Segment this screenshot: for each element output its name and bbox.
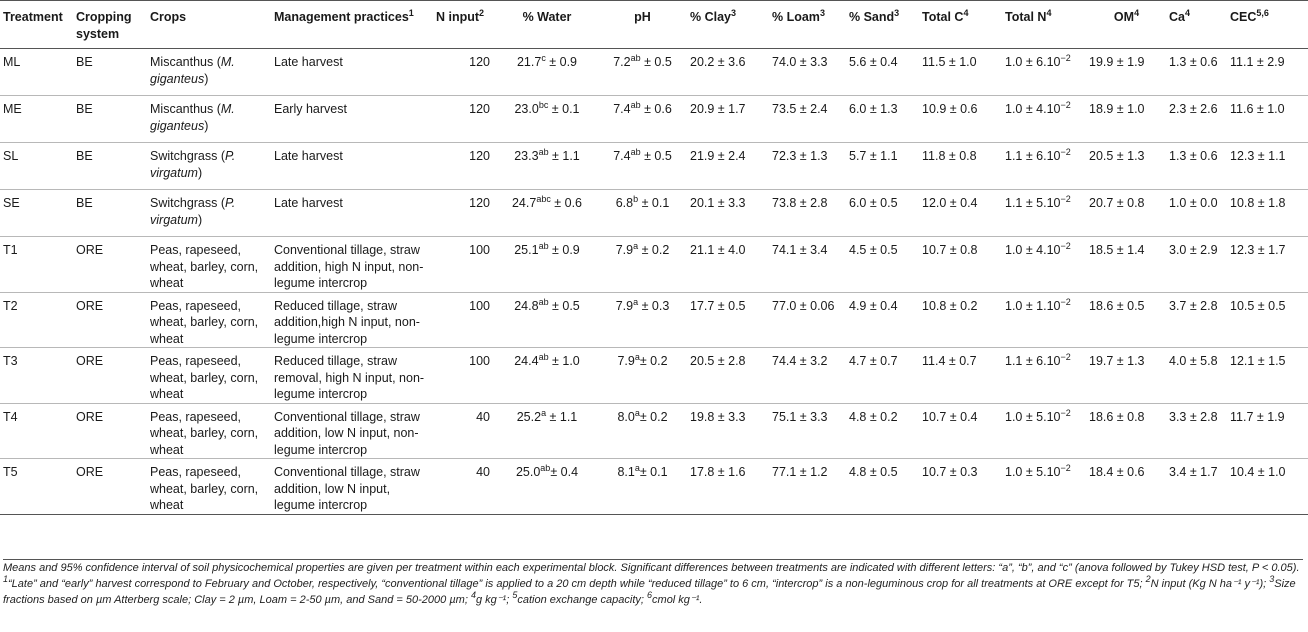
header-water: % Water	[496, 1, 597, 49]
table-row	[0, 49, 1308, 96]
total-n-exponent: −2	[1060, 463, 1071, 473]
ph-ci: ± 0.2	[638, 243, 670, 257]
cell-water	[496, 459, 597, 515]
cell-total-n	[1002, 348, 1086, 404]
cell-crops	[147, 403, 271, 459]
cell-total-n	[1002, 459, 1086, 515]
crops-text: Peas, rapeseed, wheat, barley, corn, wheat	[150, 465, 259, 512]
header-management: Management practices$^1$	[271, 1, 433, 49]
cell-n-input: 120	[433, 49, 496, 96]
cell-water	[496, 292, 597, 348]
water-mean: 25.0	[515, 465, 541, 479]
cell-n-input: 40	[433, 459, 496, 515]
total-n-value: 1.0 ± 5.10	[1005, 409, 1061, 424]
cell-crops	[147, 348, 271, 404]
total-n-exponent: −2	[1060, 241, 1071, 251]
cell-cropping-system: BE	[73, 143, 147, 190]
total-n-exponent: −2	[1060, 352, 1071, 362]
cell-clay: 20.1 ± 3.3	[687, 190, 769, 237]
water-ci: ± 1.1	[548, 149, 580, 163]
table-row	[0, 96, 1308, 143]
water-letter: ab	[538, 241, 549, 251]
header-ca: Ca$^4$	[1166, 1, 1227, 49]
cell-total-n	[1002, 237, 1086, 293]
crops-text: Switchgrass (	[150, 196, 226, 210]
water-mean: 21.7	[516, 55, 542, 69]
ph-ci: ± 0.5	[640, 55, 672, 69]
cell-treatment: SL	[0, 143, 73, 190]
ph-letter: a	[634, 352, 640, 362]
ph-letter: ab	[630, 147, 641, 157]
cell-water	[496, 403, 597, 459]
cell-management: Reduced tillage, straw removal, high N input, non-legume intercrop	[271, 348, 433, 404]
footnote-4: g kg⁻¹;	[475, 594, 510, 606]
cell-clay: 20.9 ± 1.7	[687, 96, 769, 143]
cell-total-c: 11.4 ± 0.7	[919, 348, 1002, 404]
total-n-exponent: −2	[1060, 296, 1071, 307]
table-row	[0, 459, 1308, 515]
total-n-value: 1.1 ± 5.10	[1005, 196, 1061, 210]
ph-mean: 7.2	[613, 55, 631, 69]
cell-cropping-system: ORE	[73, 292, 147, 348]
cell-ca: 3.0 ± 2.9	[1166, 237, 1227, 293]
crops-text: Peas, rapeseed, wheat, barley, corn, wheat	[150, 243, 259, 290]
ph-letter: ab	[630, 100, 641, 110]
footnote-2: N input (Kg N ha⁻¹ y⁻¹);	[1150, 578, 1267, 590]
cell-sand: 4.8 ± 0.5	[846, 459, 919, 515]
cell-ca: 3.3 ± 2.8	[1166, 403, 1227, 459]
table-footnotes: $^1$“Late” and “early” harvest correspond to February and October, respectively, “conventional tillage” is applied to a 20 cm depth while “reduced tillage” to 6 cm, “intercrop” is a non-leguminous crop for all treatments at ORE except for T5; $^2$N input (Kg N ha⁻¹ y⁻¹); $^3$Size fractions based on µm Atterberg scale; Clay = 2 µm, Loam = 2-50 µm, and Sand = 50-2000 µm; $^4$g kg⁻¹; $^5$cation exchange capacity; $^6$cmol kg⁻¹.	[3, 574, 1296, 606]
cell-crops	[147, 190, 271, 237]
header-row	[0, 1, 1308, 49]
cell-cropping-system: ORE	[73, 459, 147, 515]
ph-mean: 7.4	[613, 102, 631, 116]
cell-n-input: 100	[433, 292, 496, 348]
cell-ph	[597, 403, 687, 459]
cell-management: Conventional tillage, straw addition, high N input, non-legume intercrop	[271, 237, 433, 293]
cell-sand: 4.8 ± 0.2	[846, 403, 919, 459]
cell-crops	[147, 292, 271, 348]
crops-species: P. virgatum	[150, 196, 236, 227]
water-letter: ab	[538, 352, 549, 362]
table-note-means: Means and 95% confidence interval of soil physicochemical properties are given per treatment within each experimental block. Significant differences between treatments are indicated with different letters: “a”, “b”, and “c” (anova followed by Tukey HSD test, P < 0.05).	[3, 559, 1303, 576]
crops-text: Miscanthus (	[150, 55, 221, 69]
header-cropping-system: Cropping system	[73, 1, 147, 49]
crops-text: Peas, rapeseed, wheat, barley, corn, wheat	[150, 409, 259, 457]
footnote-6: cmol kg⁻¹.	[652, 594, 703, 606]
cell-management: Conventional tillage, straw addition, low N input, non-legume intercrop	[271, 403, 433, 459]
cell-n-input: 120	[433, 96, 496, 143]
cell-cec: 11.1 ± 2.9	[1227, 49, 1308, 96]
ph-mean: 7.4	[613, 149, 631, 163]
cell-ca: 2.3 ± 2.6	[1166, 96, 1227, 143]
cell-treatment: ML	[0, 49, 73, 96]
cell-total-n	[1002, 49, 1086, 96]
total-n-value: 1.1 ± 6.10	[1005, 354, 1061, 368]
cell-cropping-system: BE	[73, 96, 147, 143]
cell-water	[496, 49, 597, 96]
water-mean: 23.3	[514, 149, 539, 163]
header-om: $OM^4$	[1086, 1, 1166, 49]
cell-ph	[597, 49, 687, 96]
cell-clay: 20.5 ± 2.8	[687, 348, 769, 404]
cell-sand: 4.9 ± 0.4	[846, 292, 919, 348]
water-ci: ± 1.0	[548, 354, 580, 368]
crops-species: M. giganteus	[150, 102, 235, 133]
header-treatment: Treatment	[0, 1, 73, 49]
cell-crops	[147, 96, 271, 143]
ph-mean: 8.0	[617, 409, 635, 424]
cell-n-input: 120	[433, 190, 496, 237]
cell-sand: 5.7 ± 1.1	[846, 143, 919, 190]
cell-clay: 20.2 ± 3.6	[687, 49, 769, 96]
water-letter: ab	[538, 296, 549, 307]
ph-mean: 7.9	[617, 354, 635, 368]
ph-letter: a	[634, 463, 640, 473]
cell-cec: 10.8 ± 1.8	[1227, 190, 1308, 237]
cell-om: 20.7 ± 0.8	[1086, 190, 1166, 237]
cell-sand: 6.0 ± 0.5	[846, 190, 919, 237]
ph-mean: 8.1	[617, 465, 635, 479]
cell-loam: 73.8 ± 2.8	[769, 190, 846, 237]
cell-loam: 75.1 ± 3.3	[769, 403, 846, 459]
total-n-value: 1.0 ± 5.10	[1005, 465, 1061, 479]
crops-text: Miscanthus (	[150, 102, 221, 116]
water-letter: abc	[536, 194, 551, 204]
ph-mean: 7.9	[615, 243, 634, 257]
cell-total-c: 10.9 ± 0.6	[919, 96, 1002, 143]
water-ci: ± 0.9	[548, 243, 580, 257]
cell-total-c: 11.5 ± 1.0	[919, 49, 1002, 96]
cell-treatment: T5	[0, 459, 73, 515]
cell-total-n	[1002, 96, 1086, 143]
cell-loam: 74.0 ± 3.3	[769, 49, 846, 96]
table-notes	[3, 559, 1303, 608]
cell-clay: 21.9 ± 2.4	[687, 143, 769, 190]
water-ci: ± 0.5	[548, 298, 580, 313]
ph-letter: a	[633, 241, 639, 251]
ph-ci: ± 0.6	[640, 102, 672, 116]
water-letter: bc	[538, 100, 549, 110]
total-n-exponent: −2	[1060, 407, 1071, 418]
cell-ph	[597, 348, 687, 404]
footnote-3: Size fractions based on µm Atterberg scale; Clay = 2 µm, Loam = 2-50 µm, and Sand = 50-2000 µm;	[3, 578, 1296, 606]
cell-crops	[147, 49, 271, 96]
table-row	[0, 348, 1308, 404]
cell-treatment: T3	[0, 348, 73, 404]
cell-ca: 3.7 ± 2.8	[1166, 292, 1227, 348]
cell-ph	[597, 143, 687, 190]
cell-clay: 21.1 ± 4.0	[687, 237, 769, 293]
water-mean: 24.7	[511, 196, 537, 210]
cell-ca: 1.3 ± 0.6	[1166, 49, 1227, 96]
cell-loam: 77.1 ± 1.2	[769, 459, 846, 515]
cell-cropping-system: BE	[73, 49, 147, 96]
cell-cec: 11.6 ± 1.0	[1227, 96, 1308, 143]
cell-ph	[597, 459, 687, 515]
cell-loam: 74.1 ± 3.4	[769, 237, 846, 293]
cell-total-c: 10.7 ± 0.8	[919, 237, 1002, 293]
cell-cec: 10.4 ± 1.0	[1227, 459, 1308, 515]
water-mean: 25.1	[514, 243, 539, 257]
cell-n-input: 120	[433, 143, 496, 190]
header-crops: Crops	[147, 1, 271, 49]
cell-water	[496, 237, 597, 293]
cell-om: 19.9 ± 1.9	[1086, 49, 1166, 96]
header-sand: % Sand$^3$	[846, 1, 919, 49]
ph-ci: ± 0.2	[639, 354, 668, 368]
water-ci: ± 0.1	[548, 102, 580, 116]
cell-ph	[597, 190, 687, 237]
total-n-value: 1.0 ± 1.10	[1005, 298, 1061, 313]
total-n-value: 1.1 ± 6.10	[1005, 149, 1061, 163]
ph-mean: 6.8	[615, 196, 634, 210]
cell-ph	[597, 292, 687, 348]
cell-clay: 17.7 ± 0.5	[687, 292, 769, 348]
cell-ca: 1.0 ± 0.0	[1166, 190, 1227, 237]
cell-clay: 17.8 ± 1.6	[687, 459, 769, 515]
cell-sand: 6.0 ± 1.3	[846, 96, 919, 143]
cell-total-n	[1002, 292, 1086, 348]
cell-treatment: T1	[0, 237, 73, 293]
total-n-exponent: −2	[1060, 147, 1071, 157]
crops-species: P. virgatum	[150, 149, 236, 180]
cell-n-input: 40	[433, 403, 496, 459]
cell-water	[496, 348, 597, 404]
cell-total-c: 12.0 ± 0.4	[919, 190, 1002, 237]
ph-ci: ± 0.5	[640, 149, 672, 163]
crops-text-end: )	[197, 212, 203, 227]
water-letter: ab	[540, 463, 551, 473]
cell-ca: 3.4 ± 1.7	[1166, 459, 1227, 515]
cell-total-c: 11.8 ± 0.8	[919, 143, 1002, 190]
cell-sand: 5.6 ± 0.4	[846, 49, 919, 96]
water-ci: ± 0.9	[545, 55, 578, 69]
cell-total-c: 10.8 ± 0.2	[919, 292, 1002, 348]
water-mean: 23.0	[514, 102, 539, 116]
header-ph: pH	[597, 1, 687, 49]
table-row	[0, 292, 1308, 348]
ph-ci: ± 0.1	[638, 196, 670, 210]
cell-cropping-system: ORE	[73, 403, 147, 459]
total-n-value: 1.0 ± 4.10	[1005, 243, 1061, 257]
cell-n-input: 100	[433, 237, 496, 293]
cell-ph	[597, 237, 687, 293]
water-letter: a	[541, 407, 547, 418]
cell-sand: 4.7 ± 0.7	[846, 348, 919, 404]
cell-cec: 12.3 ± 1.7	[1227, 237, 1308, 293]
crops-text-end: )	[204, 118, 209, 133]
cell-total-n	[1002, 190, 1086, 237]
crops-species: M. giganteus	[150, 55, 235, 86]
water-letter: ab	[538, 147, 549, 157]
cell-cropping-system: ORE	[73, 237, 147, 293]
ph-mean: 7.9	[615, 298, 634, 313]
cell-loam: 74.4 ± 3.2	[769, 348, 846, 404]
cell-water	[496, 190, 597, 237]
ph-ci: ± 0.3	[638, 298, 670, 313]
cell-ca: 1.3 ± 0.6	[1166, 143, 1227, 190]
cell-om: 20.5 ± 1.3	[1086, 143, 1166, 190]
cell-treatment: T2	[0, 292, 73, 348]
cell-management: Late harvest	[271, 190, 433, 237]
cell-total-n	[1002, 143, 1086, 190]
cell-management: Late harvest	[271, 49, 433, 96]
total-n-exponent: −2	[1060, 194, 1071, 204]
cell-ca: 4.0 ± 5.8	[1166, 348, 1227, 404]
header-total-n: Total $N^4$	[1002, 1, 1086, 49]
ph-letter: b	[633, 194, 639, 204]
water-letter: c	[541, 53, 546, 63]
cell-crops	[147, 143, 271, 190]
cell-cec: 11.7 ± 1.9	[1227, 403, 1308, 459]
total-n-value: 1.0 ± 4.10	[1005, 102, 1061, 116]
ph-letter: a	[633, 296, 639, 307]
cell-om: 19.7 ± 1.3	[1086, 348, 1166, 404]
total-n-exponent: −2	[1060, 100, 1071, 110]
table-row	[0, 237, 1308, 293]
cell-cec: 12.1 ± 1.5	[1227, 348, 1308, 404]
crops-text: Peas, rapeseed, wheat, barley, corn, wheat	[150, 298, 259, 346]
table-row	[0, 190, 1308, 237]
cell-om: 18.9 ± 1.0	[1086, 96, 1166, 143]
cell-n-input: 100	[433, 348, 496, 404]
ph-letter: a	[634, 407, 640, 418]
crops-text-end: )	[204, 71, 209, 86]
cell-treatment: SE	[0, 190, 73, 237]
cell-om: 18.6 ± 0.5	[1086, 292, 1166, 348]
water-mean: 25.2	[516, 409, 542, 424]
water-ci: ± 1.1	[546, 409, 578, 424]
cell-loam: 77.0 ± 0.06	[769, 292, 846, 348]
cell-treatment: T4	[0, 403, 73, 459]
water-ci: ± 0.4	[550, 465, 579, 479]
water-mean: 24.4	[514, 354, 539, 368]
cell-water	[496, 96, 597, 143]
footnote-5: cation exchange capacity;	[517, 594, 644, 606]
cell-management: Reduced tillage, straw addition,high N input, non-legume intercrop	[271, 292, 433, 348]
cell-total-n	[1002, 403, 1086, 459]
header-n-input: N input$^2$	[433, 1, 496, 49]
water-mean: 24.8	[514, 298, 539, 313]
cell-management: Early harvest	[271, 96, 433, 143]
cell-crops	[147, 237, 271, 293]
cell-treatment: ME	[0, 96, 73, 143]
cell-sand: 4.5 ± 0.5	[846, 237, 919, 293]
crops-text: Peas, rapeseed, wheat, barley, corn, wheat	[150, 354, 259, 401]
cell-cropping-system: BE	[73, 190, 147, 237]
cell-cec: 10.5 ± 0.5	[1227, 292, 1308, 348]
header-clay: % Clay$^3$	[687, 1, 769, 49]
cell-water	[496, 143, 597, 190]
header-total-c: Total $C^4$	[919, 1, 1002, 49]
header-cec: CEC$^{5,6}$	[1227, 1, 1308, 49]
total-n-exponent: −2	[1060, 53, 1071, 63]
cell-total-c: 10.7 ± 0.4	[919, 403, 1002, 459]
crops-text-end: )	[197, 165, 203, 180]
table-row	[0, 403, 1308, 459]
header-loam: % Loam$^3$	[769, 1, 846, 49]
ph-ci: ± 0.1	[639, 465, 668, 479]
water-ci: ± 0.6	[550, 196, 583, 210]
cell-management: Late harvest	[271, 143, 433, 190]
crops-text: Switchgrass (	[150, 149, 226, 163]
table-row	[0, 143, 1308, 190]
cell-clay: 19.8 ± 3.3	[687, 403, 769, 459]
cell-management: Conventional tillage, straw addition, low N input, legume intercrop	[271, 459, 433, 515]
total-n-value: 1.0 ± 6.10	[1005, 55, 1061, 69]
cell-loam: 72.3 ± 1.3	[769, 143, 846, 190]
cell-om: 18.4 ± 0.6	[1086, 459, 1166, 515]
cell-ph	[597, 96, 687, 143]
ph-letter: ab	[630, 53, 641, 63]
footnote-1: “Late” and “early” harvest correspond to February and October, respectively, “conventional tillage” is applied to a 20 cm depth while “reduced tillage” to 6 cm, “intercrop” is a non-leguminous crop for all treatments at ORE except for T5;	[8, 578, 1143, 590]
cell-crops	[147, 459, 271, 515]
cell-cec: 12.3 ± 1.1	[1227, 143, 1308, 190]
cell-om: 18.5 ± 1.4	[1086, 237, 1166, 293]
cell-om: 18.6 ± 0.8	[1086, 403, 1166, 459]
cell-total-c: 10.7 ± 0.3	[919, 459, 1002, 515]
cell-loam: 73.5 ± 2.4	[769, 96, 846, 143]
ph-ci: ± 0.2	[639, 409, 668, 424]
cell-cropping-system: ORE	[73, 348, 147, 404]
